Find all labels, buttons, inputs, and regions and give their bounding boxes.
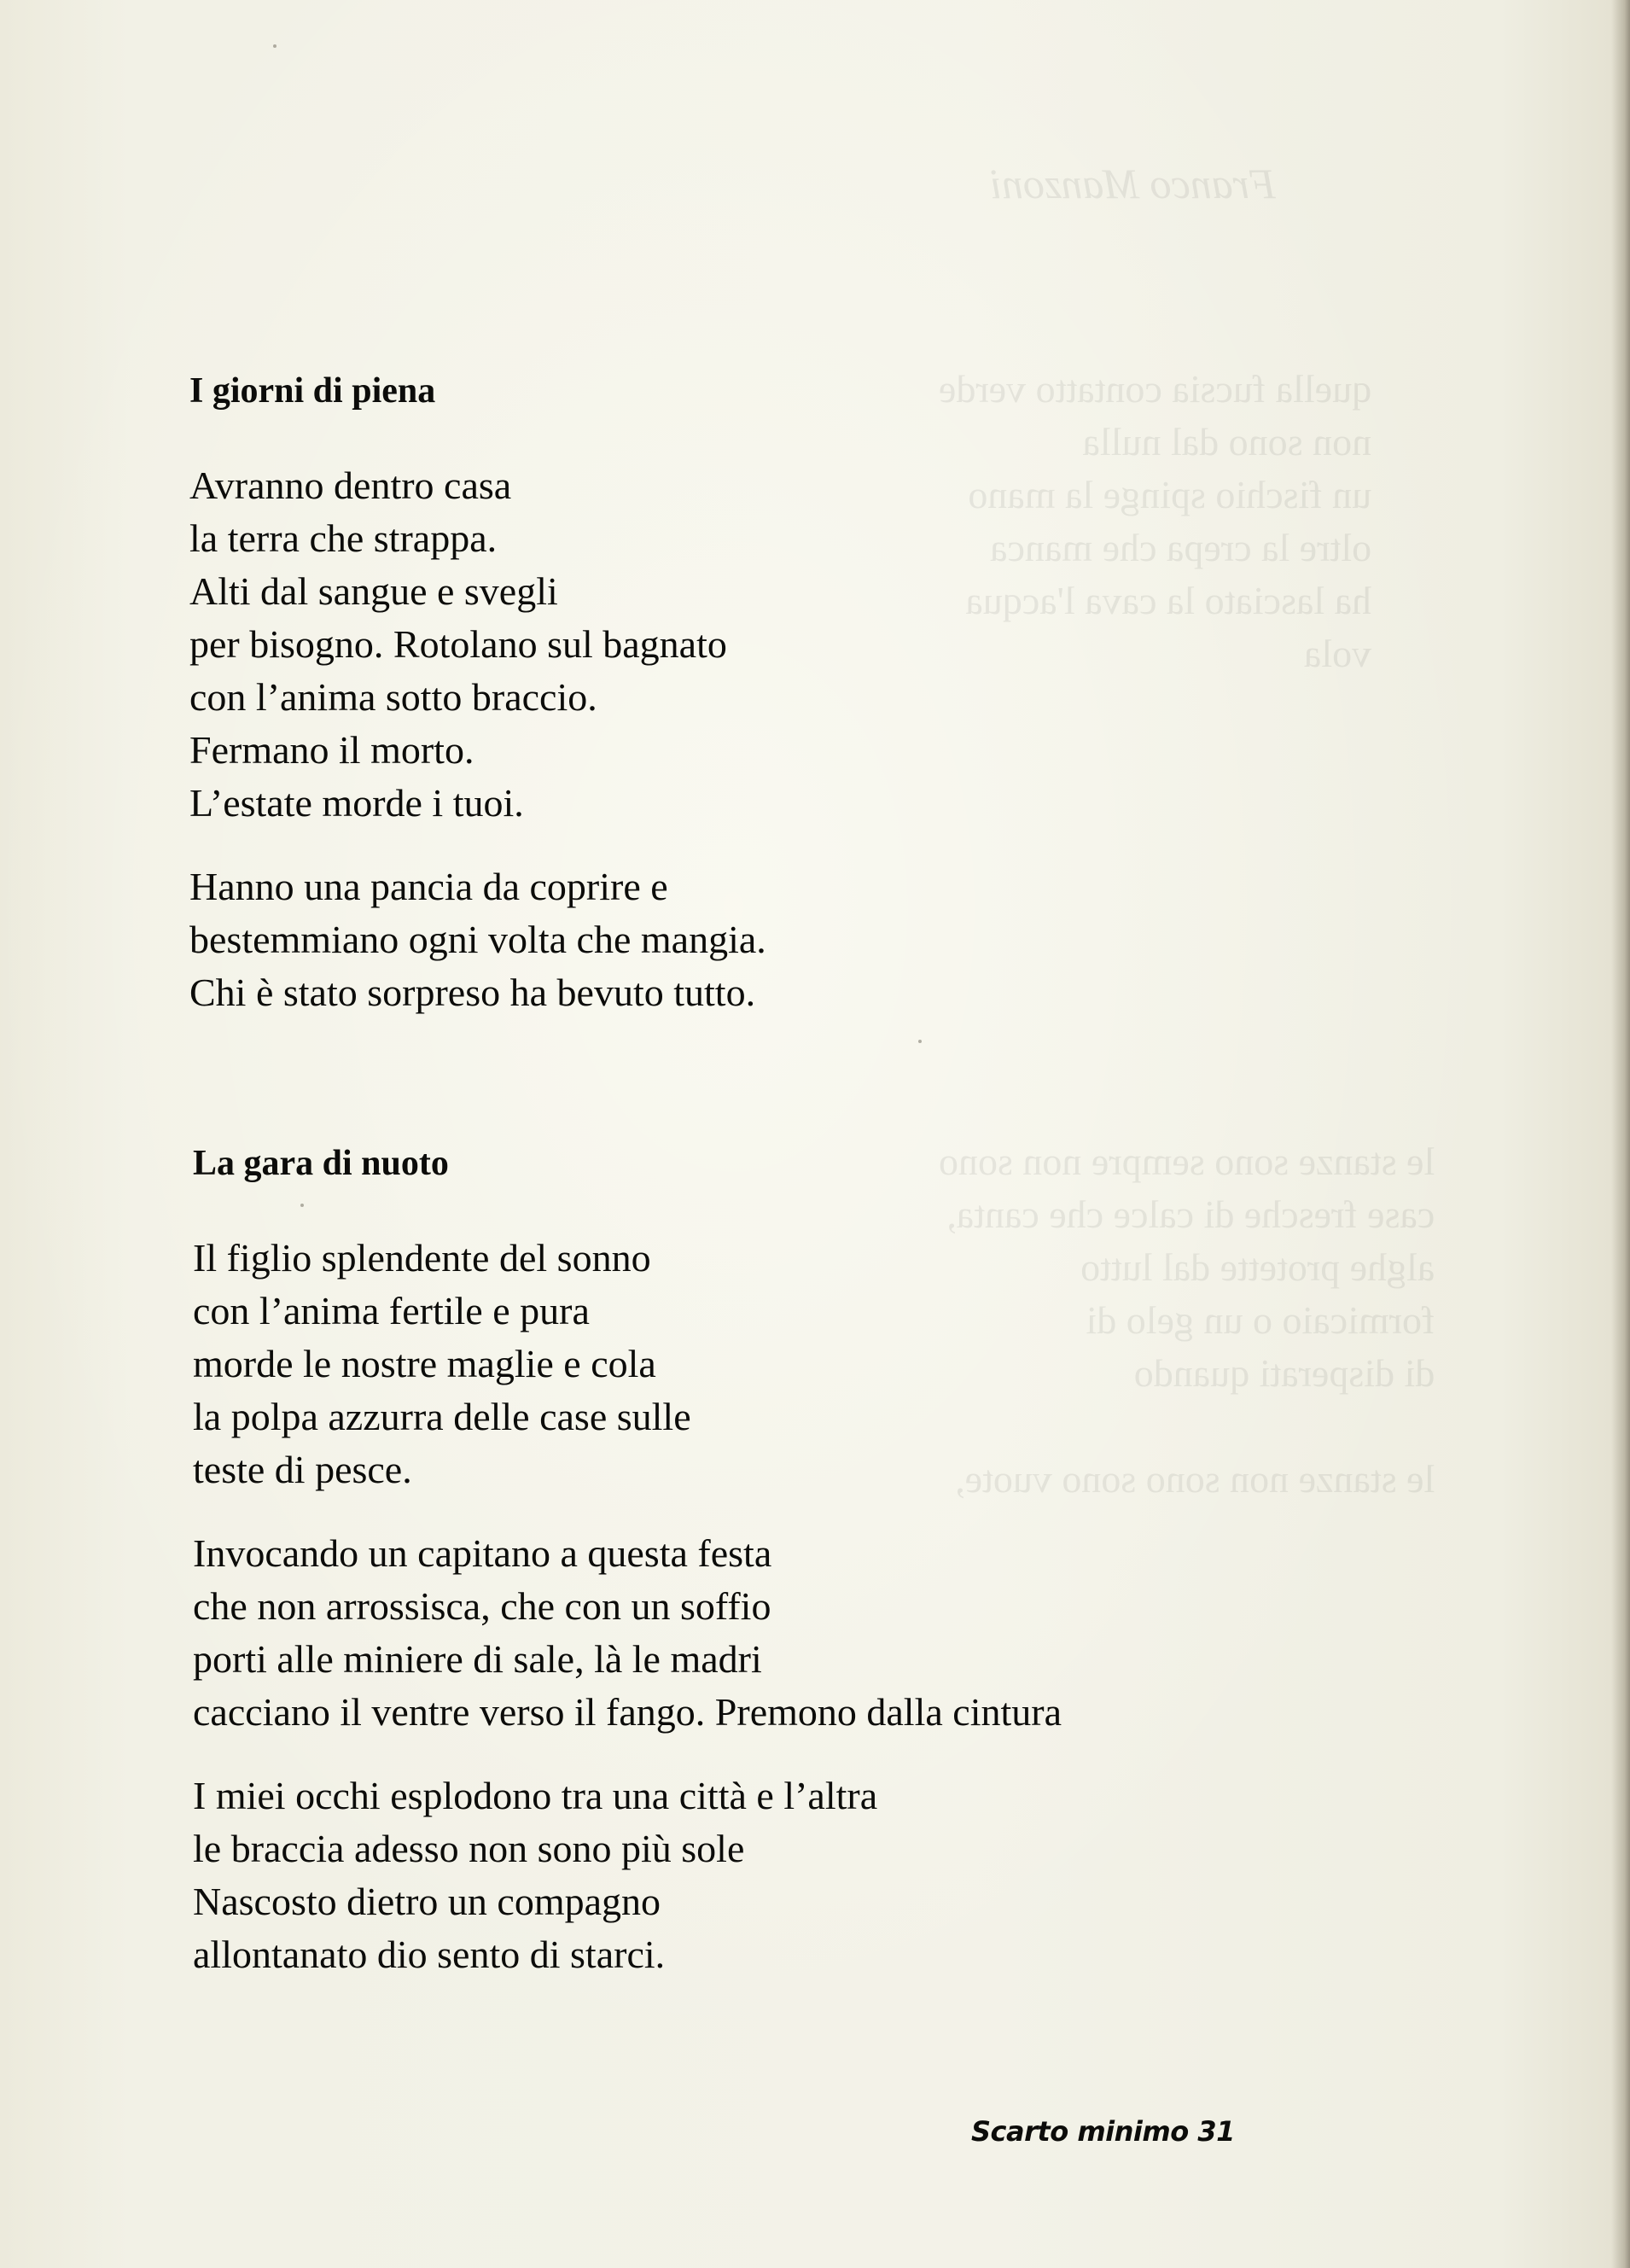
verse-line: I miei occhi esplodono tra una città e l’altra bbox=[193, 1774, 878, 1817]
verse-line: la terra che strappa. bbox=[189, 516, 498, 560]
stanza bbox=[193, 1770, 1388, 1981]
bleed-line: vola bbox=[1303, 632, 1372, 675]
verse-line: porti alle miniere di sale, là le madri bbox=[193, 1637, 762, 1681]
bleed-line: formicaio o un gelo di bbox=[1086, 1298, 1435, 1342]
bleed-through-author: Franco Manzoni bbox=[990, 160, 1276, 207]
verse-line: allontanato dio sento di starci. bbox=[193, 1933, 666, 1976]
bleed-line: ha lasciato la cava l'acqua bbox=[965, 579, 1372, 622]
bleed-line: di disperati quando bbox=[1133, 1351, 1435, 1395]
bleed-line: un fischio spinge la mano bbox=[968, 473, 1372, 516]
verse-line: L’estate morde i tuoi. bbox=[189, 781, 524, 825]
bleed-line: oltre la crepa che manca bbox=[990, 526, 1372, 569]
bleed-line: le stanze non sono sono vuote, bbox=[955, 1457, 1435, 1501]
verse-line: con l’anima sotto braccio. bbox=[189, 675, 597, 719]
verse-line: che non arrossisca, che con un soffio bbox=[193, 1584, 771, 1628]
paper-speck bbox=[273, 44, 277, 48]
verse-line: Nascosto dietro un compagno bbox=[193, 1880, 661, 1923]
bleed-line: case fresche di calce che canta, bbox=[946, 1192, 1435, 1236]
verse-line: Avranno dentro casa bbox=[189, 464, 512, 507]
verse-line: le braccia adesso non sono più sole bbox=[193, 1827, 745, 1870]
verse-line: Fermano il morto. bbox=[189, 728, 474, 772]
paper-speck bbox=[300, 1204, 304, 1207]
page-edge-shadow bbox=[1611, 0, 1630, 2268]
bleed-line: alghe protette dal lutto bbox=[1080, 1245, 1435, 1289]
poem-giorni-di-piena bbox=[189, 367, 1384, 1019]
poem-title: I giorni di piena bbox=[189, 371, 436, 411]
verse-line: Hanno una pancia da coprire e bbox=[189, 865, 668, 908]
verse-line: Alti dal sangue e svegli bbox=[189, 569, 558, 613]
bleed-line: quella fucsia contatto verde bbox=[939, 367, 1372, 411]
verse-line: Chi è stato sorpreso ha bevuto tutto. bbox=[189, 971, 756, 1014]
stanza bbox=[193, 1527, 1388, 1739]
verse-line: Invocando un capitano a questa festa bbox=[193, 1531, 772, 1575]
verse-line: teste di pesce. bbox=[193, 1448, 412, 1491]
page-footer: Scarto minimo 31 bbox=[971, 2115, 1235, 2148]
verse-line: per bisogno. Rotolano sul bagnato bbox=[189, 622, 727, 666]
verse-line: morde le nostre maglie e cola bbox=[193, 1342, 656, 1385]
verse-line: la polpa azzurra delle case sulle bbox=[193, 1395, 691, 1438]
stanza bbox=[189, 459, 1384, 830]
paper-speck bbox=[918, 1040, 922, 1043]
bleed-line: le stanze sono sempre non sono bbox=[939, 1140, 1435, 1183]
bleed-line: non sono dal nulla bbox=[1082, 420, 1372, 464]
verse-line: Il figlio splendente del sonno bbox=[193, 1236, 651, 1280]
poem-title: La gara di nuoto bbox=[193, 1144, 449, 1183]
verse-line: con l’anima fertile e pura bbox=[193, 1289, 590, 1332]
stanza bbox=[189, 860, 1384, 1019]
verse-line: cacciano il ventre verso il fango. Premono dalla cintura bbox=[193, 1690, 1062, 1734]
poem-gara-di-nuoto bbox=[193, 1140, 1388, 1981]
stanza bbox=[193, 1232, 1388, 1496]
verse-line: bestemmiano ogni volta che mangia. bbox=[189, 918, 766, 961]
